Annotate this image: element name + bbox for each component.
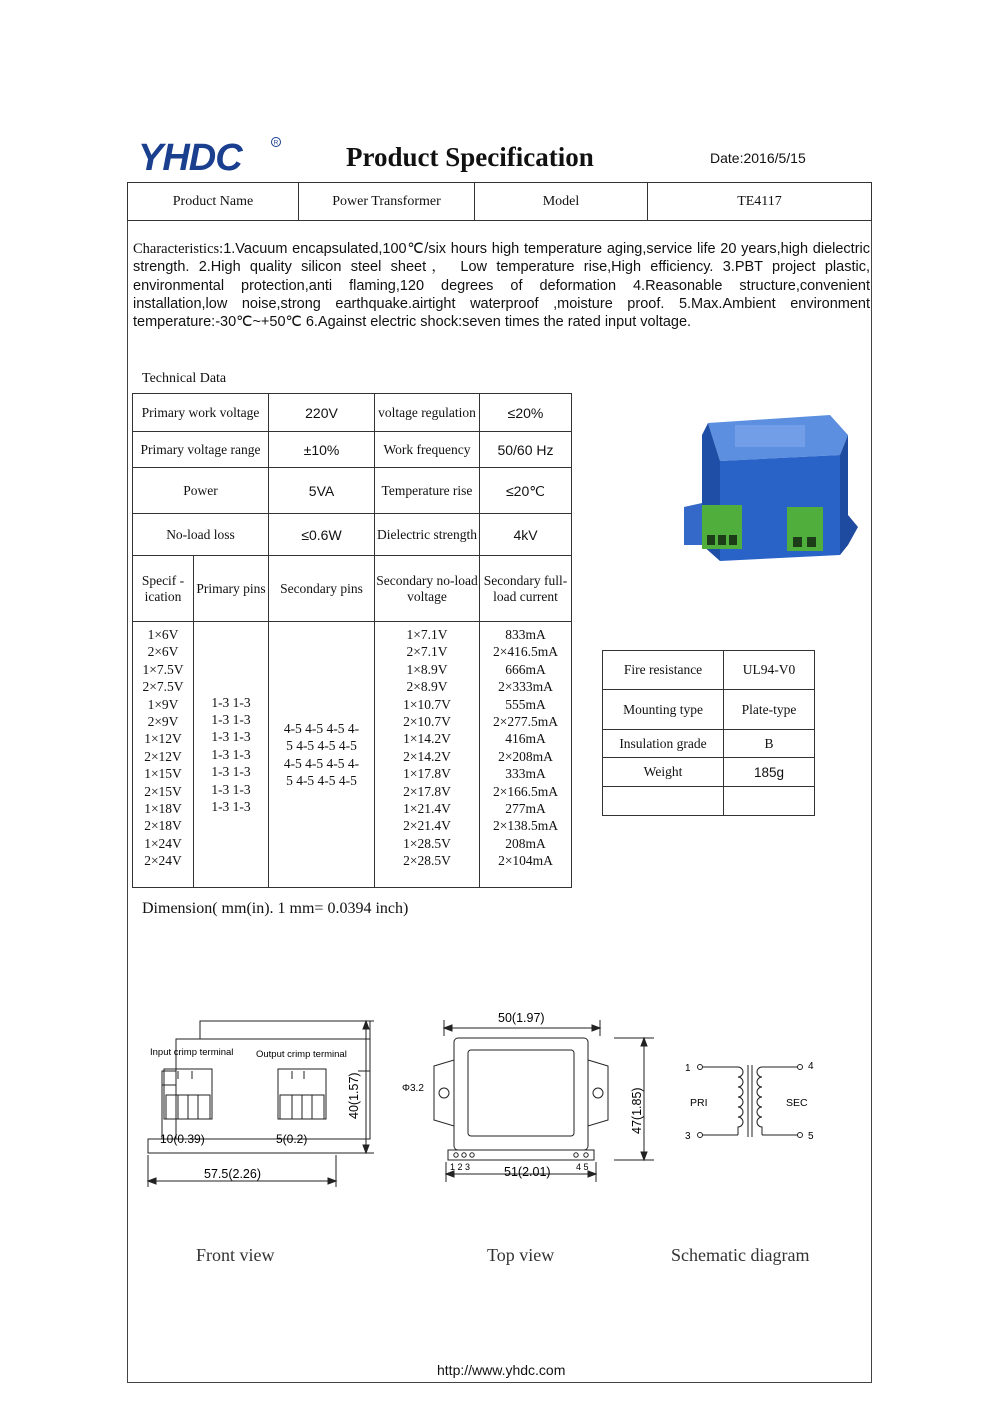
pin-5-label: 5 <box>808 1131 814 1142</box>
top-depth-label: 47(1.85) <box>630 1087 644 1134</box>
no-load-voltage-item: 2×28.5V <box>403 853 451 869</box>
property-value <box>724 787 815 816</box>
no-load-voltage-item: 1×7.1V <box>406 627 448 642</box>
tech-value: ≤20% <box>480 394 572 432</box>
tech-key: Temperature rise <box>375 468 480 514</box>
model-label: Model <box>475 183 648 221</box>
column-header-specification: Specif - ication <box>133 556 194 622</box>
document-date: Date:2016/5/15 <box>710 150 806 166</box>
no-load-voltage-item: 2×14.2V <box>403 748 451 764</box>
front-top-cap <box>200 1021 370 1039</box>
property-key: Mounting type <box>603 690 724 730</box>
spec-item: 1×18V <box>144 801 182 817</box>
spec-item: 1×15V <box>144 766 182 782</box>
terminal-slot <box>807 537 816 547</box>
property-key: Fire resistance <box>603 651 724 690</box>
property-key <box>603 787 724 816</box>
no-load-voltage-item: 1×17.8V <box>403 766 451 782</box>
no-load-voltage-item: 2×17.8V <box>403 783 451 799</box>
top-body-outline <box>454 1038 588 1150</box>
secondary-pins-item: 5 4-5 4-5 4-5 <box>286 738 357 754</box>
no-load-voltage-item: 1×28.5V <box>403 835 451 851</box>
property-row <box>603 787 815 816</box>
property-key: Insulation grade <box>603 730 724 758</box>
tech-row <box>133 432 572 468</box>
spec-item: 1×24V <box>144 835 182 851</box>
spec-item: 2×18V <box>144 818 182 834</box>
pri-label: PRI <box>690 1097 708 1109</box>
registered-icon <box>270 136 282 148</box>
page-title: Product Specification <box>346 142 594 172</box>
full-load-current-item: 2×416.5mA <box>493 644 558 660</box>
spec-item: 1×7.5V <box>142 661 184 677</box>
tech-key: Dielectric strength <box>375 514 480 556</box>
product-label-plate <box>735 425 805 447</box>
top-view-caption: Top view <box>487 1245 555 1265</box>
pins-right-label: 4 5 <box>576 1162 589 1172</box>
primary-pins-item: 1-3 1-3 <box>211 781 251 797</box>
column-header-primary-pins: Primary pins <box>194 556 269 622</box>
tech-value: 50/60 Hz <box>480 432 572 468</box>
no-load-voltage-item: 2×21.4V <box>403 818 451 834</box>
secondary-pins-list <box>269 622 375 888</box>
spec-item: 1×6V <box>147 627 179 642</box>
property-value: B <box>724 730 815 758</box>
schematic-drawing <box>680 1055 830 1150</box>
full-load-current-item: 2×333mA <box>498 679 553 695</box>
technical-data-label: Technical Data <box>142 371 227 386</box>
no-load-voltage-list <box>375 622 480 888</box>
tech-value: ≤20℃ <box>480 468 572 514</box>
product-name-value: Power Transformer <box>299 183 475 221</box>
top-view-drawing <box>400 1010 665 1185</box>
logo-text: YHDC <box>138 137 242 179</box>
terminal-slot <box>729 535 737 545</box>
product-photo <box>680 395 865 585</box>
output-pitch-label: 5(0.2) <box>276 1132 308 1146</box>
yhdc-logo <box>138 138 288 178</box>
output-crimp-label: Output crimp terminal <box>256 1049 347 1060</box>
product-flange <box>840 435 858 555</box>
full-load-current-item: 333mA <box>505 766 546 782</box>
no-load-voltage-item: 1×10.7V <box>403 696 451 712</box>
tech-row <box>133 514 572 556</box>
property-value: 185g <box>724 758 815 787</box>
property-row <box>603 690 815 730</box>
product-name-label: Product Name <box>128 183 299 221</box>
technical-data-table <box>132 393 572 888</box>
secondary-pins-item: 4-5 4-5 4-5 4- <box>283 755 360 771</box>
input-crimp-label: Input crimp terminal <box>150 1047 234 1058</box>
no-load-voltage-item: 2×10.7V <box>403 714 451 730</box>
pin-1-label: 1 <box>685 1063 691 1074</box>
column-header-full-load-current: Secondary full-load current <box>480 556 572 622</box>
terminal-slot <box>718 535 726 545</box>
top-right-ear <box>588 1060 608 1126</box>
tech-key: No-load loss <box>133 514 269 556</box>
no-load-voltage-item: 1×21.4V <box>403 801 451 817</box>
column-header-secondary-pins: Secondary pins <box>269 556 375 622</box>
front-height-label: 40(1.57) <box>347 1072 361 1119</box>
tech-value: ±10% <box>269 432 375 468</box>
spec-item: 1×12V <box>144 731 182 747</box>
tech-value: 220V <box>269 394 375 432</box>
property-value: UL94-V0 <box>724 651 815 690</box>
spec-item: 2×12V <box>144 748 182 764</box>
full-load-current-item: 833mA <box>505 627 546 642</box>
top-left-ear <box>434 1060 454 1126</box>
tech-key: voltage regulation <box>375 394 480 432</box>
spec-item: 2×9V <box>147 714 179 730</box>
full-load-current-list <box>480 622 572 888</box>
tech-key: Work frequency <box>375 432 480 468</box>
pin-3-label: 3 <box>685 1131 691 1142</box>
tech-key: Primary work voltage <box>133 394 269 432</box>
property-key: Weight <box>603 758 724 787</box>
secondary-pins-item: 4-5 4-5 4-5 4- <box>283 720 360 736</box>
primary-pins-item: 1-3 1-3 <box>211 729 251 745</box>
dimension-label: Dimension( mm(in). 1 mm= 0.0394 inch) <box>142 900 409 917</box>
full-load-current-item: 208mA <box>505 835 546 851</box>
column-header-no-load-voltage: Secondary no-load voltage <box>375 556 480 622</box>
svg-text:R: R <box>273 139 279 147</box>
tech-row <box>133 394 572 432</box>
full-load-current-item: 2×166.5mA <box>493 783 558 799</box>
primary-pins-item: 1-3 1-3 <box>211 764 251 780</box>
spec-item: 2×7.5V <box>142 679 184 695</box>
product-info-table <box>127 182 872 221</box>
full-load-current-item: 277mA <box>505 801 546 817</box>
spec-item: 2×24V <box>144 853 182 869</box>
input-pitch-label: 10(0.39) <box>160 1132 205 1146</box>
characteristics-paragraph <box>133 240 870 331</box>
properties-table <box>602 650 815 816</box>
no-load-voltage-item: 2×7.1V <box>406 644 448 660</box>
spec-item: 2×15V <box>144 783 182 799</box>
pin-pitch-label: 51(2.01) <box>504 1165 551 1179</box>
full-load-current-item: 2×138.5mA <box>493 818 558 834</box>
full-load-current-item: 416mA <box>505 731 546 747</box>
full-load-current-item: 2×104mA <box>498 853 553 869</box>
terminal-slot <box>793 537 802 547</box>
secondary-coil <box>757 1067 762 1135</box>
full-load-current-item: 555mA <box>505 696 546 712</box>
terminal-slot <box>707 535 715 545</box>
primary-pins-item: 1-3 1-3 <box>211 711 251 727</box>
no-load-voltage-item: 2×8.9V <box>406 679 448 695</box>
primary-pins-item: 1-3 1-3 <box>211 694 251 710</box>
primary-pins-list <box>194 622 269 888</box>
model-value: TE4117 <box>648 183 872 221</box>
primary-pins-item: 1-3 1-3 <box>211 746 251 762</box>
tech-column-headers <box>133 556 572 622</box>
schematic-caption: Schematic diagram <box>671 1245 810 1265</box>
characteristics-label: Characteristics: <box>133 241 224 257</box>
primary-coil <box>738 1067 743 1135</box>
full-load-current-item: 2×208mA <box>498 748 553 764</box>
top-width-label: 50(1.97) <box>498 1011 545 1025</box>
property-row <box>603 730 815 758</box>
spec-list <box>133 622 194 888</box>
sec-label: SEC <box>786 1097 808 1109</box>
tech-key: Power <box>133 468 269 514</box>
no-load-voltage-item: 1×8.9V <box>406 661 448 677</box>
tech-key: Primary voltage range <box>133 432 269 468</box>
full-load-current-item: 2×277.5mA <box>493 714 558 730</box>
property-row <box>603 758 815 787</box>
hole-diameter-label: Φ3.2 <box>402 1083 424 1094</box>
pins-left-label: 1 2 3 <box>450 1162 471 1172</box>
characteristics-text: 1.Vacuum encapsulated,100℃/six hours high temperature aging,service life 20 years,high dielectric strength. 2.High quality silicon steel sheet， Low temperature rise,High efficiency. 3.PBT project plastic, environmental protection,anti flaming,120 degrees of deformation 4.Reasonable structure,convenient installation,low noise,strong earthquake.airtight waterproof ,moisture proof. 5.Max.Ambient environment temperature:-30℃~+50℃ 6.Against electric shock:seven times the rated input voltage. <box>133 241 870 331</box>
property-value: Plate-type <box>724 690 815 730</box>
mount-hole-right <box>593 1088 603 1098</box>
top-core-outline <box>468 1050 574 1136</box>
spec-item: 2×6V <box>147 644 179 660</box>
tech-value: ≤0.6W <box>269 514 375 556</box>
product-flange-left <box>684 503 702 545</box>
tech-spec-rows <box>133 622 572 888</box>
front-width-label: 57.5(2.26) <box>204 1167 261 1181</box>
no-load-voltage-item: 1×14.2V <box>403 731 451 747</box>
tech-value: 5VA <box>269 468 375 514</box>
output-terminal-block <box>787 507 823 551</box>
tech-value: 4kV <box>480 514 572 556</box>
footer-url-link[interactable]: http://www.yhdc.com <box>437 1362 566 1378</box>
spec-item: 1×9V <box>147 696 179 712</box>
full-load-current-item: 666mA <box>505 661 546 677</box>
property-row <box>603 651 815 690</box>
secondary-pins-item: 5 4-5 4-5 4-5 <box>286 772 357 788</box>
primary-pins-item: 1-3 1-3 <box>211 799 251 815</box>
front-view-caption: Front view <box>196 1245 275 1265</box>
front-view-drawing <box>140 1015 380 1195</box>
pin-4-label: 4 <box>808 1061 814 1072</box>
mount-hole-left <box>439 1088 449 1098</box>
tech-row <box>133 468 572 514</box>
